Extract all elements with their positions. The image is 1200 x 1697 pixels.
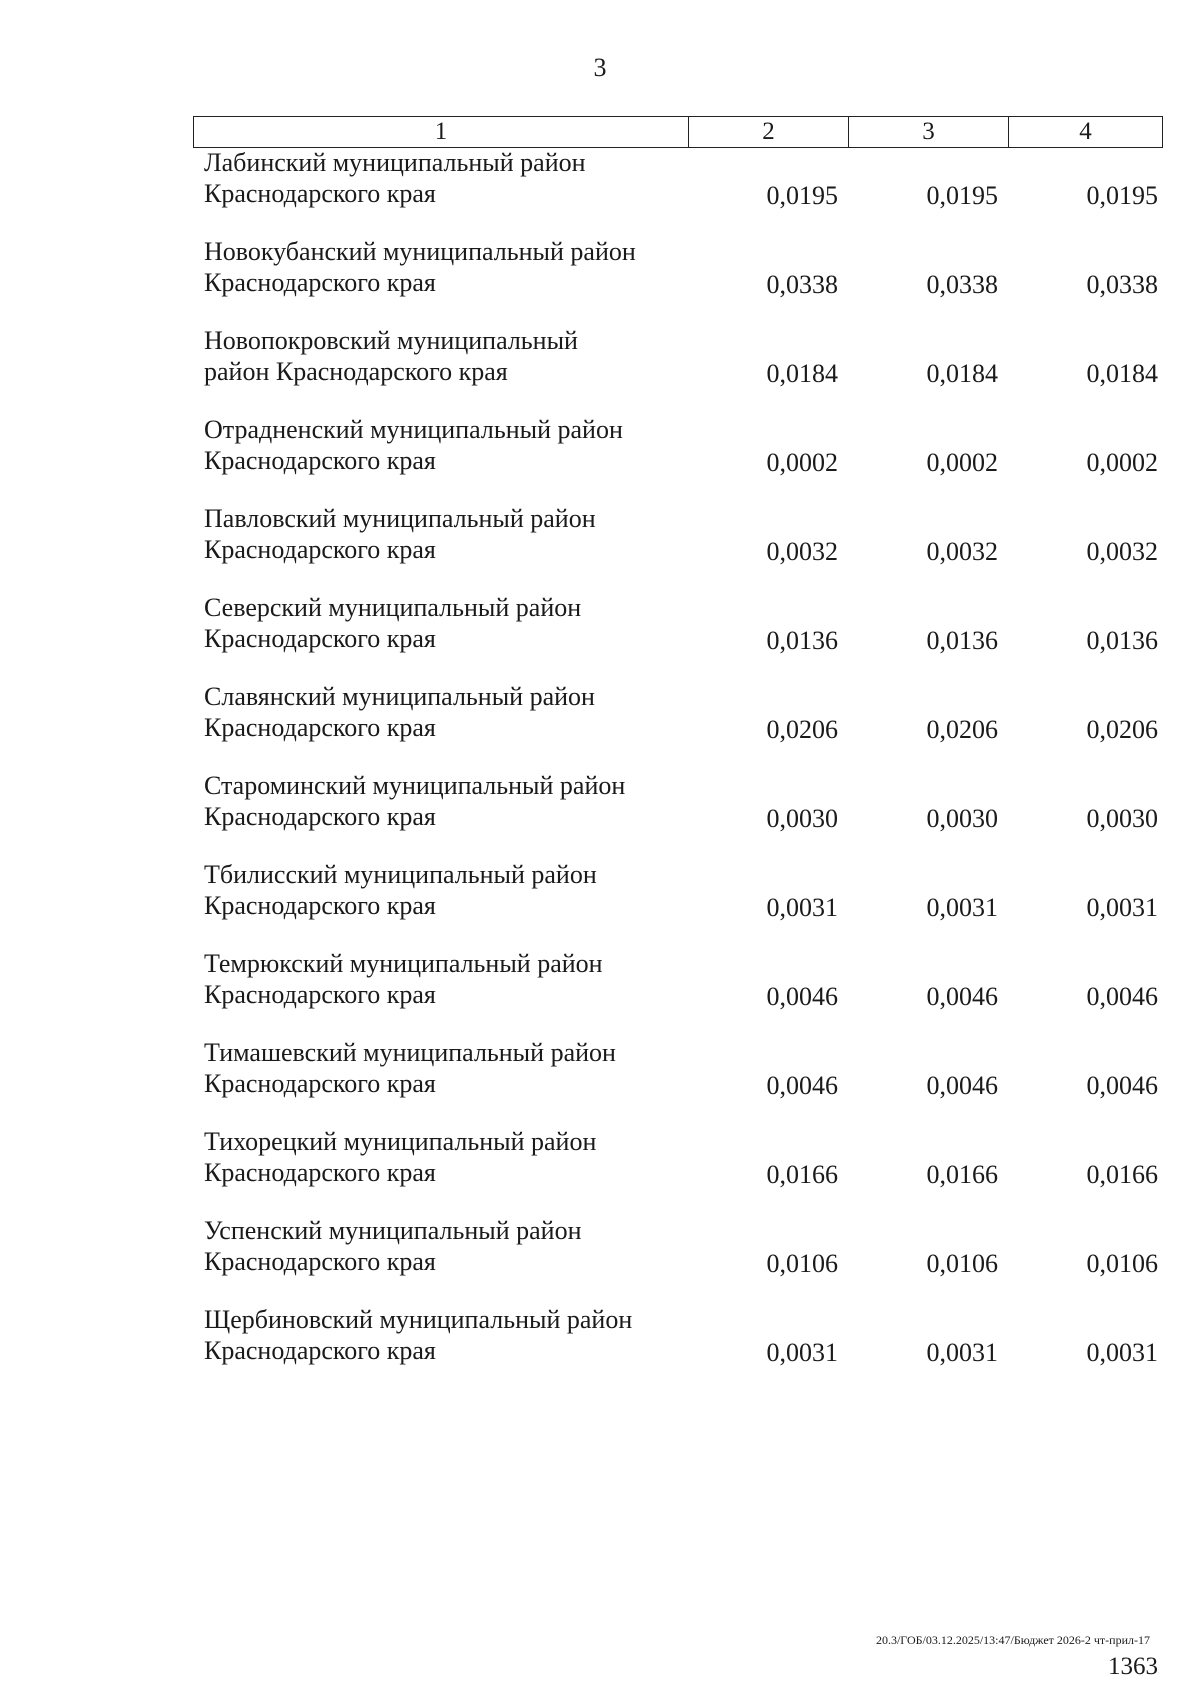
table-row bbox=[0, 681, 1200, 770]
value-col-4: 0,0030 bbox=[1086, 804, 1158, 833]
value-col-4: 0,0046 bbox=[1086, 1071, 1158, 1100]
value-col-2: 0,0046 bbox=[766, 982, 838, 1011]
value-col-3: 0,0031 bbox=[926, 893, 998, 922]
value-col-3: 0,0166 bbox=[926, 1160, 998, 1189]
value-col-2: 0,0195 bbox=[766, 181, 838, 210]
district-name: Новопокровский муниципальный район Краснодарского края bbox=[204, 326, 578, 386]
district-name: Тихорецкий муниципальный район Краснодарского края bbox=[204, 1127, 597, 1187]
table-row bbox=[0, 503, 1200, 592]
value-col-4: 0,0166 bbox=[1086, 1160, 1158, 1189]
column-header-1: 1 bbox=[194, 117, 689, 147]
district-name: Успенский муниципальный район Краснодарского края bbox=[204, 1216, 582, 1276]
district-name: Отрадненский муниципальный район Краснодарского края bbox=[204, 415, 623, 475]
district-name: Староминский муниципальный район Краснодарского края bbox=[204, 771, 626, 831]
district-name: Павловский муниципальный район Краснодарского края bbox=[204, 504, 596, 564]
value-col-2: 0,0206 bbox=[766, 715, 838, 744]
table-row bbox=[0, 592, 1200, 681]
value-col-4: 0,0136 bbox=[1086, 626, 1158, 655]
value-col-4: 0,0002 bbox=[1086, 448, 1158, 477]
value-col-3: 0,0206 bbox=[926, 715, 998, 744]
table-header-row bbox=[193, 116, 1163, 148]
district-name: Лабинский муниципальный район Краснодарского края bbox=[204, 148, 586, 208]
table-row bbox=[0, 325, 1200, 414]
table-row bbox=[0, 1126, 1200, 1215]
district-name: Новокубанский муниципальный район Краснодарского края bbox=[204, 237, 636, 297]
column-header-2: 2 bbox=[689, 117, 849, 147]
table-row bbox=[0, 414, 1200, 503]
district-name: Славянский муниципальный район Краснодарского края bbox=[204, 682, 595, 742]
column-header-3: 3 bbox=[849, 117, 1009, 147]
value-col-4: 0,0106 bbox=[1086, 1249, 1158, 1278]
table-row bbox=[0, 770, 1200, 859]
value-col-3: 0,0195 bbox=[926, 181, 998, 210]
value-col-2: 0,0166 bbox=[766, 1160, 838, 1189]
value-col-4: 0,0046 bbox=[1086, 982, 1158, 1011]
district-name: Темрюкский муниципальный район Краснодарского края bbox=[204, 949, 603, 1009]
district-name: Щербиновский муниципальный район Краснодарского края bbox=[204, 1305, 633, 1365]
value-col-3: 0,0136 bbox=[926, 626, 998, 655]
value-col-2: 0,0002 bbox=[766, 448, 838, 477]
value-col-4: 0,0206 bbox=[1086, 715, 1158, 744]
value-col-2: 0,0184 bbox=[766, 359, 838, 388]
value-col-2: 0,0030 bbox=[766, 804, 838, 833]
table-row bbox=[0, 147, 1200, 236]
value-col-3: 0,0031 bbox=[926, 1338, 998, 1367]
value-col-3: 0,0046 bbox=[926, 982, 998, 1011]
value-col-3: 0,0030 bbox=[926, 804, 998, 833]
table-row bbox=[0, 859, 1200, 948]
page-number-bottom: 1363 bbox=[1108, 1653, 1158, 1680]
value-col-3: 0,0106 bbox=[926, 1249, 998, 1278]
page-number-top: 3 bbox=[593, 53, 607, 82]
value-col-2: 0,0031 bbox=[766, 893, 838, 922]
table-row bbox=[0, 1304, 1200, 1393]
value-col-2: 0,0032 bbox=[766, 537, 838, 566]
district-name: Тимашевский муниципальный район Краснодарского края bbox=[204, 1038, 616, 1098]
table-row bbox=[0, 236, 1200, 325]
value-col-2: 0,0338 bbox=[766, 270, 838, 299]
value-col-4: 0,0195 bbox=[1086, 181, 1158, 210]
value-col-3: 0,0032 bbox=[926, 537, 998, 566]
table-row bbox=[0, 1037, 1200, 1126]
column-header-4: 4 bbox=[1079, 118, 1092, 145]
value-col-3: 0,0184 bbox=[926, 359, 998, 388]
table-row bbox=[0, 948, 1200, 1037]
value-col-4: 0,0184 bbox=[1086, 359, 1158, 388]
value-col-3: 0,0002 bbox=[926, 448, 998, 477]
value-col-3: 0,0338 bbox=[926, 270, 998, 299]
value-col-2: 0,0136 bbox=[766, 626, 838, 655]
table-row bbox=[0, 1215, 1200, 1304]
table-body bbox=[0, 147, 1200, 1393]
value-col-3: 0,0046 bbox=[926, 1071, 998, 1100]
value-col-2: 0,0031 bbox=[766, 1338, 838, 1367]
value-col-2: 0,0046 bbox=[766, 1071, 838, 1100]
value-col-4: 0,0031 bbox=[1086, 893, 1158, 922]
value-col-2: 0,0106 bbox=[766, 1249, 838, 1278]
value-col-4: 0,0338 bbox=[1086, 270, 1158, 299]
district-name: Северский муниципальный район Краснодарского края bbox=[204, 593, 582, 653]
value-col-4: 0,0031 bbox=[1086, 1338, 1158, 1367]
district-name: Тбилисский муниципальный район Краснодарского края bbox=[204, 860, 597, 920]
document-registration-stamp: 20.3/ГОБ/03.12.2025/13:47/Бюджет 2026-2 чт-прил-17 bbox=[875, 1633, 1150, 1647]
value-col-4: 0,0032 bbox=[1086, 537, 1158, 566]
